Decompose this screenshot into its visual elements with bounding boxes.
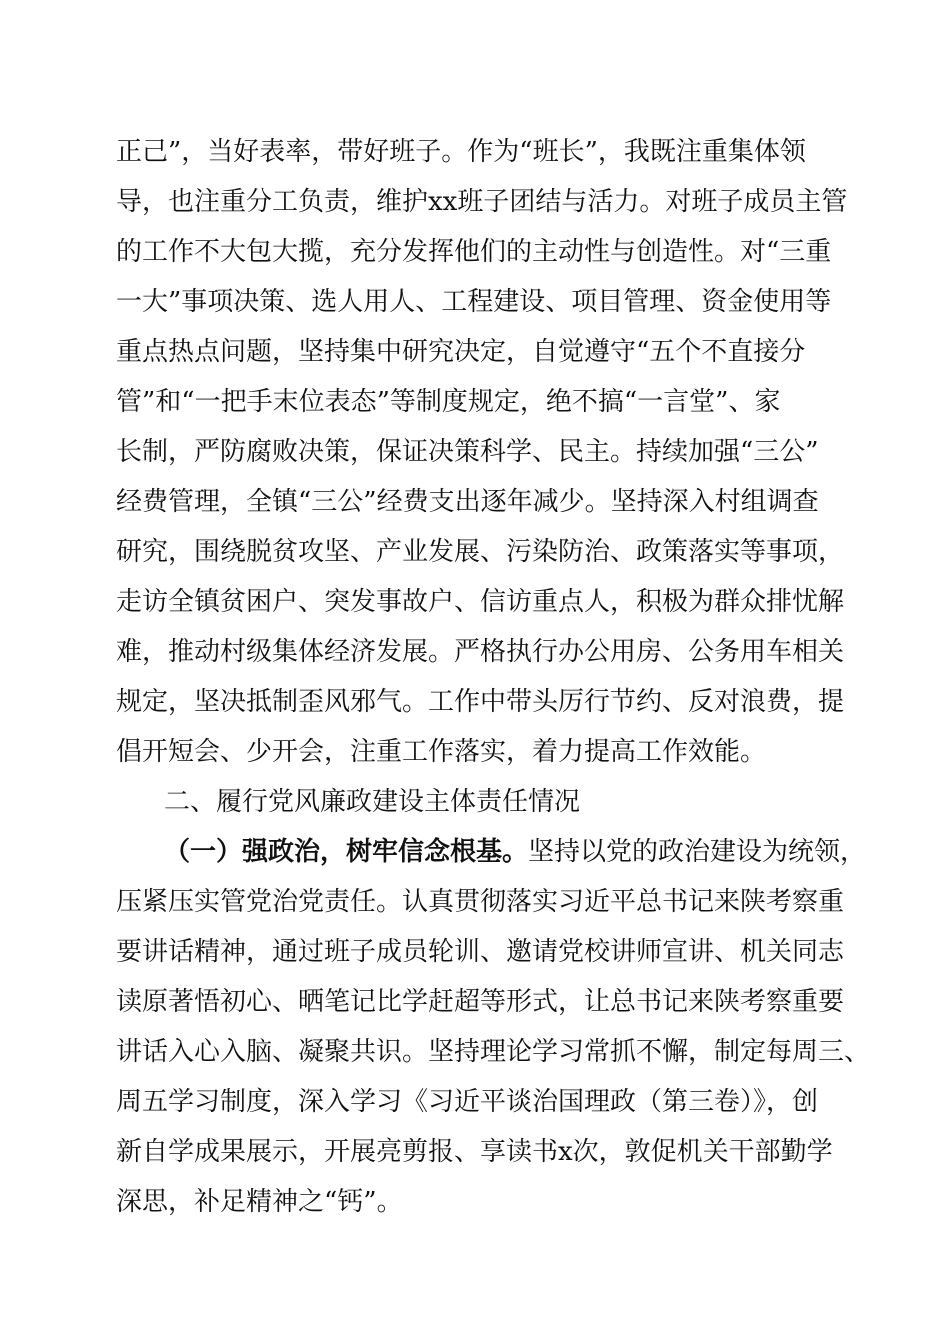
- subsection-first-line: [164, 827, 866, 877]
- subsection-first-line-text: 坚持以党的政治建设为统领，: [528, 837, 867, 867]
- paragraph-line: 一大”事项决策、选人用人、工程建设、项目管理、资金使用等: [116, 287, 832, 317]
- paragraph-line: 规定，坚决抵制歪风邪气。工作中带头厉行节约、反对浪费，提: [116, 687, 845, 717]
- paragraph-line: 走访全镇贫困户、突发事故户、信访重点人，积极为群众排忧解: [116, 587, 845, 617]
- paragraph-line: 的工作不大包大揽，充分发挥他们的主动性与创造性。对“三重: [116, 237, 832, 267]
- paragraph-line: 讲话入心入脑、凝聚共识。坚持理论学习常抓不懈，制定每周三、: [116, 1037, 871, 1067]
- paragraph-line: 压紧压实管党治党责任。认真贯彻落实习近平总书记来陕考察重: [116, 887, 845, 917]
- paragraph-line: 长制，严防腐败决策，保证决策科学、民主。持续加强“三公”: [116, 437, 819, 467]
- paragraph-line: 研究，围绕脱贫攻坚、产业发展、污染防治、政策落实等事项，: [116, 537, 845, 567]
- paragraph-line: 经费管理，全镇“三公”经费支出逐年减少。坚持深入村组调查: [116, 487, 819, 517]
- paragraph-line: 管”和“一把手末位表态”等制度规定，绝不搞“一言堂”、家: [116, 387, 781, 417]
- paragraph-line: 深思，补足精神之“钙”。: [116, 1187, 403, 1217]
- paragraph-line: 新自学成果展示，开展亮剪报、享读书x次，敦促机关干部勤学: [116, 1137, 833, 1167]
- paragraph-line: 倡开短会、少开会，注重工作落实，着力提高工作效能。: [116, 737, 767, 767]
- section-heading: 二、履行党风廉政建设主体责任情况: [164, 787, 581, 817]
- paragraph-line: 读原著悟初心、晒笔记比学赶超等形式，让总书记来陕考察重要: [116, 987, 845, 1017]
- paragraph-line: 重点热点问题，坚持集中研究决定，自觉遵守“五个不直接分: [116, 337, 806, 367]
- paragraph-line: 正己”，当好表率，带好班子。作为“班长”，我既注重集体领: [116, 137, 806, 167]
- paragraph-line: 要讲话精神，通过班子成员轮训、邀请党校讲师宣讲、机关同志: [116, 937, 845, 967]
- paragraph-line: 难，推动村级集体经济发展。严格执行办公用房、公务用车相关: [116, 637, 845, 667]
- subsection-title: （一）强政治，树牢信念根基。: [164, 837, 529, 867]
- paragraph-line: 导，也注重分工负责，维护xx班子团结与活力。对班子成员主管: [116, 187, 848, 217]
- paragraph-line: 周五学习制度，深入学习《习近平谈治国理政（第三卷）》，创: [116, 1087, 819, 1117]
